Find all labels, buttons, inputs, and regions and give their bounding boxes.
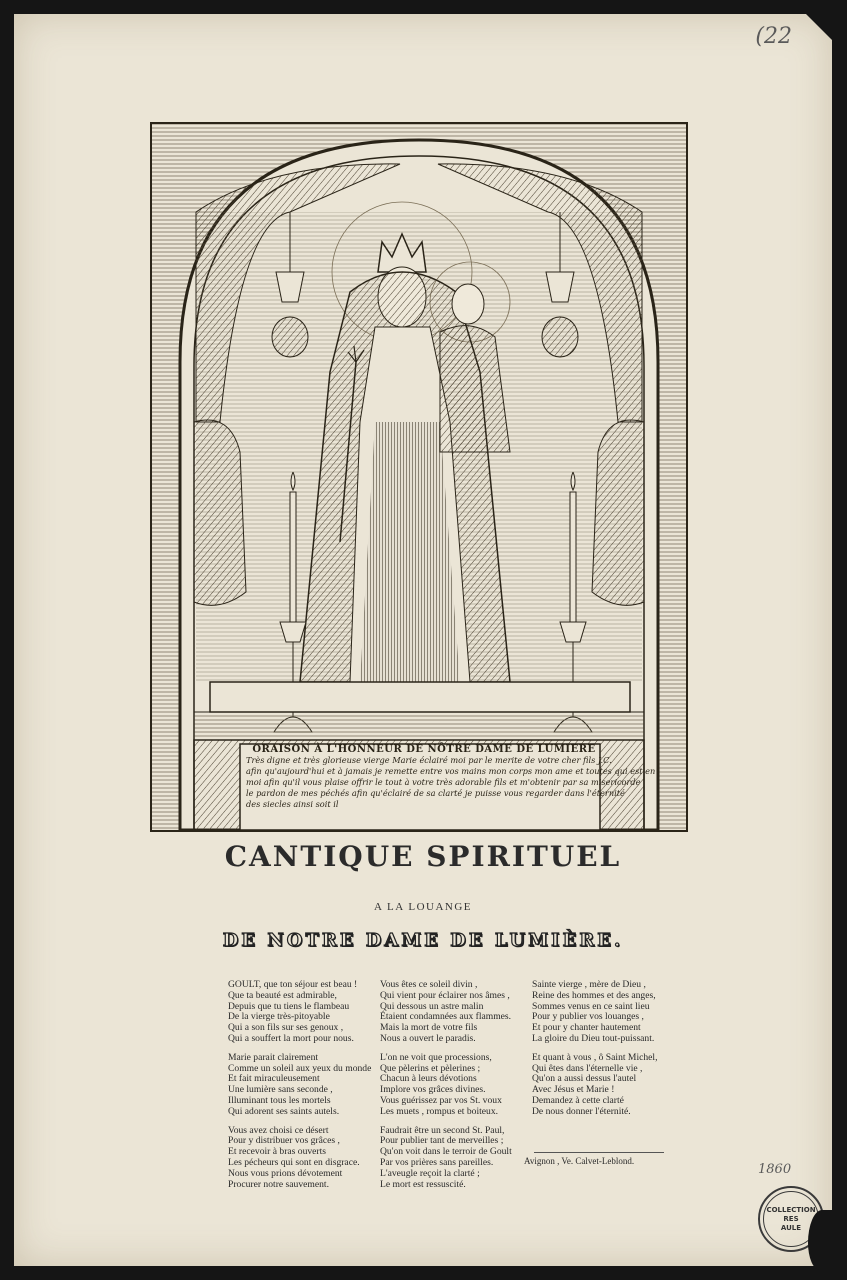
caption-line: des siecles ainsi soit il bbox=[246, 799, 339, 809]
stanza bbox=[532, 1053, 658, 1118]
verse-line: Vous êtes ce soleil divin , bbox=[380, 979, 478, 990]
stanza bbox=[380, 1126, 512, 1191]
verse-column-1 bbox=[228, 980, 371, 1198]
stanza bbox=[380, 1053, 512, 1118]
verse-line: De la vierge très-pitoyable bbox=[228, 1011, 330, 1023]
verse-line: Qui a souffert la mort pour nous. bbox=[228, 1032, 354, 1044]
verse-line: Procurer notre sauvement. bbox=[228, 1178, 329, 1190]
virgin-and-child-engraving bbox=[150, 122, 688, 832]
verse-line: Qu'on a aussi dessus l'autel bbox=[532, 1073, 637, 1085]
verse-line: Et quant à vous , ô Saint Michel, bbox=[532, 1051, 658, 1063]
verse-line: Les pécheurs qui sont en disgrace. bbox=[228, 1156, 360, 1168]
verse-line: Le mort est ressuscité. bbox=[380, 1178, 466, 1190]
caption-title: ORAISON À L'HONNEUR DE NÔTRE DAME DE LUMIERE bbox=[252, 744, 596, 755]
verse-line: Sainte vierge , mère de Dieu , bbox=[532, 979, 646, 990]
prayer-caption bbox=[242, 742, 656, 828]
verse-line: Pour publier tant de merveilles ; bbox=[380, 1135, 504, 1147]
handwritten-date: 1860 bbox=[758, 1162, 792, 1177]
printer-imprint: Avignon , Ve. Calvet-Leblond. bbox=[524, 1156, 635, 1166]
stanza bbox=[380, 980, 512, 1045]
torn-edge bbox=[808, 1210, 834, 1270]
verse-line: Les muets , rompus et boiteux. bbox=[380, 1105, 499, 1117]
verse-line: La gloire du Dieu tout-puissant. bbox=[532, 1032, 655, 1044]
verse-line: GOULT, que ton séjour est beau ! bbox=[228, 979, 358, 990]
verse-line: Marie parait clairement bbox=[228, 1051, 319, 1063]
broadside-sheet bbox=[14, 14, 832, 1266]
verse-line: L'aveugle reçoit la clarté ; bbox=[380, 1167, 480, 1179]
stamp-text: AULE bbox=[780, 1223, 802, 1232]
verse-line: Et fait miraculeusement bbox=[228, 1073, 320, 1085]
verse-line: Implore vos grâces divines. bbox=[380, 1084, 486, 1096]
printer-rule bbox=[534, 1152, 664, 1153]
verse-line: Que ta beauté est admirable, bbox=[228, 989, 337, 1001]
verse-line: Pour y distribuer vos grâces , bbox=[228, 1135, 340, 1147]
secondary-title: DE NOTRE DAME DE LUMIÈRE. bbox=[222, 930, 624, 951]
verse-line: Faudrait être un second St. Paul, bbox=[380, 1124, 505, 1136]
torn-corner bbox=[806, 14, 832, 40]
main-title: CANTIQUE SPIRITUEL bbox=[224, 840, 622, 873]
subtitle: A LA LOUANGE bbox=[373, 901, 473, 913]
verse-column-3 bbox=[532, 980, 658, 1126]
verse-line: Mais la mort de votre fils bbox=[380, 1022, 478, 1034]
caption-line: le pardon de mes péchés afin qu'éclairé de sa clarté je puisse vous regarder dans l'éternité bbox=[246, 788, 625, 798]
stanza bbox=[532, 980, 658, 1045]
verse-line: Que pèlerins et pèlerines ; bbox=[380, 1062, 481, 1074]
verse-line: Et pour y chanter hautement bbox=[532, 1022, 641, 1034]
verse-line: Illuminant tous les mortels bbox=[228, 1094, 331, 1106]
stamp-text: RES bbox=[783, 1214, 799, 1223]
verse-line: Chacun à leurs dévotions bbox=[380, 1073, 477, 1085]
verse-line: Étaient condamnées aux flammes. bbox=[380, 1011, 512, 1023]
verse-column-2 bbox=[380, 980, 512, 1198]
verse-line: L'on ne voit que processions, bbox=[380, 1051, 492, 1063]
verse-line: Avec Jésus et Marie ! bbox=[532, 1084, 615, 1096]
caption-line: moi afin qu'il vous plaise offrir le tout à votre très adorable fils et m'obtenir par sa misericorde bbox=[246, 777, 641, 787]
verse-line: Demandez à cette clarté bbox=[532, 1094, 624, 1106]
handwritten-number: (22 bbox=[755, 24, 792, 49]
verse-line: Comme un soleil aux yeux du monde bbox=[228, 1062, 372, 1074]
verse-line: Qui adorent ses saints autels. bbox=[228, 1105, 340, 1117]
verse-line: Vous guérissez par vos St. voux bbox=[380, 1094, 502, 1106]
verse-line: Nous vous prions dévotement bbox=[228, 1167, 343, 1179]
verse-line: Sommes venus en ce saint lieu bbox=[532, 1000, 650, 1012]
verse-line: Nous a ouvert le paradis. bbox=[380, 1032, 476, 1044]
verse-line: Par vos prières sans pareilles. bbox=[380, 1156, 494, 1168]
caption-line: afin qu'aujourd'hui et à jamais je remette entre vos mains mon corps mon ame et toutes qui est en bbox=[246, 766, 656, 776]
stanza bbox=[228, 1126, 371, 1191]
verse-line: Pour y publier vos louanges , bbox=[532, 1011, 644, 1023]
verse-line: Une lumière sans seconde , bbox=[228, 1084, 333, 1096]
verse-line: Qui vient pour éclairer nos âmes , bbox=[380, 989, 510, 1001]
verse-line: Reine des hommes et des anges, bbox=[532, 989, 656, 1001]
verse-line: Vous avez choisi ce désert bbox=[228, 1124, 329, 1136]
verse-line: Qui a son fils sur ses genoux , bbox=[228, 1022, 344, 1034]
verse-line: Qu'on voit dans le terroir de Goult bbox=[380, 1146, 512, 1158]
verse-line: Et recevoir à bras ouverts bbox=[228, 1146, 327, 1158]
verse-line: Qui êtes dans l'éternelle vie , bbox=[532, 1062, 643, 1074]
verse-line: Depuis que tu tiens le flambeau bbox=[228, 1000, 350, 1012]
stanza bbox=[228, 980, 371, 1045]
stanza bbox=[228, 1053, 371, 1118]
verse-line: Qui dessous un astre malin bbox=[380, 1000, 484, 1012]
stamp-text: COLLECTION bbox=[766, 1205, 816, 1214]
caption-line: Très digne et très glorieuse vierge Marie éclairé moi par le merite de votre cher fils J.C. bbox=[246, 755, 612, 765]
verse-line: De nous donner l'éternité. bbox=[532, 1105, 631, 1117]
